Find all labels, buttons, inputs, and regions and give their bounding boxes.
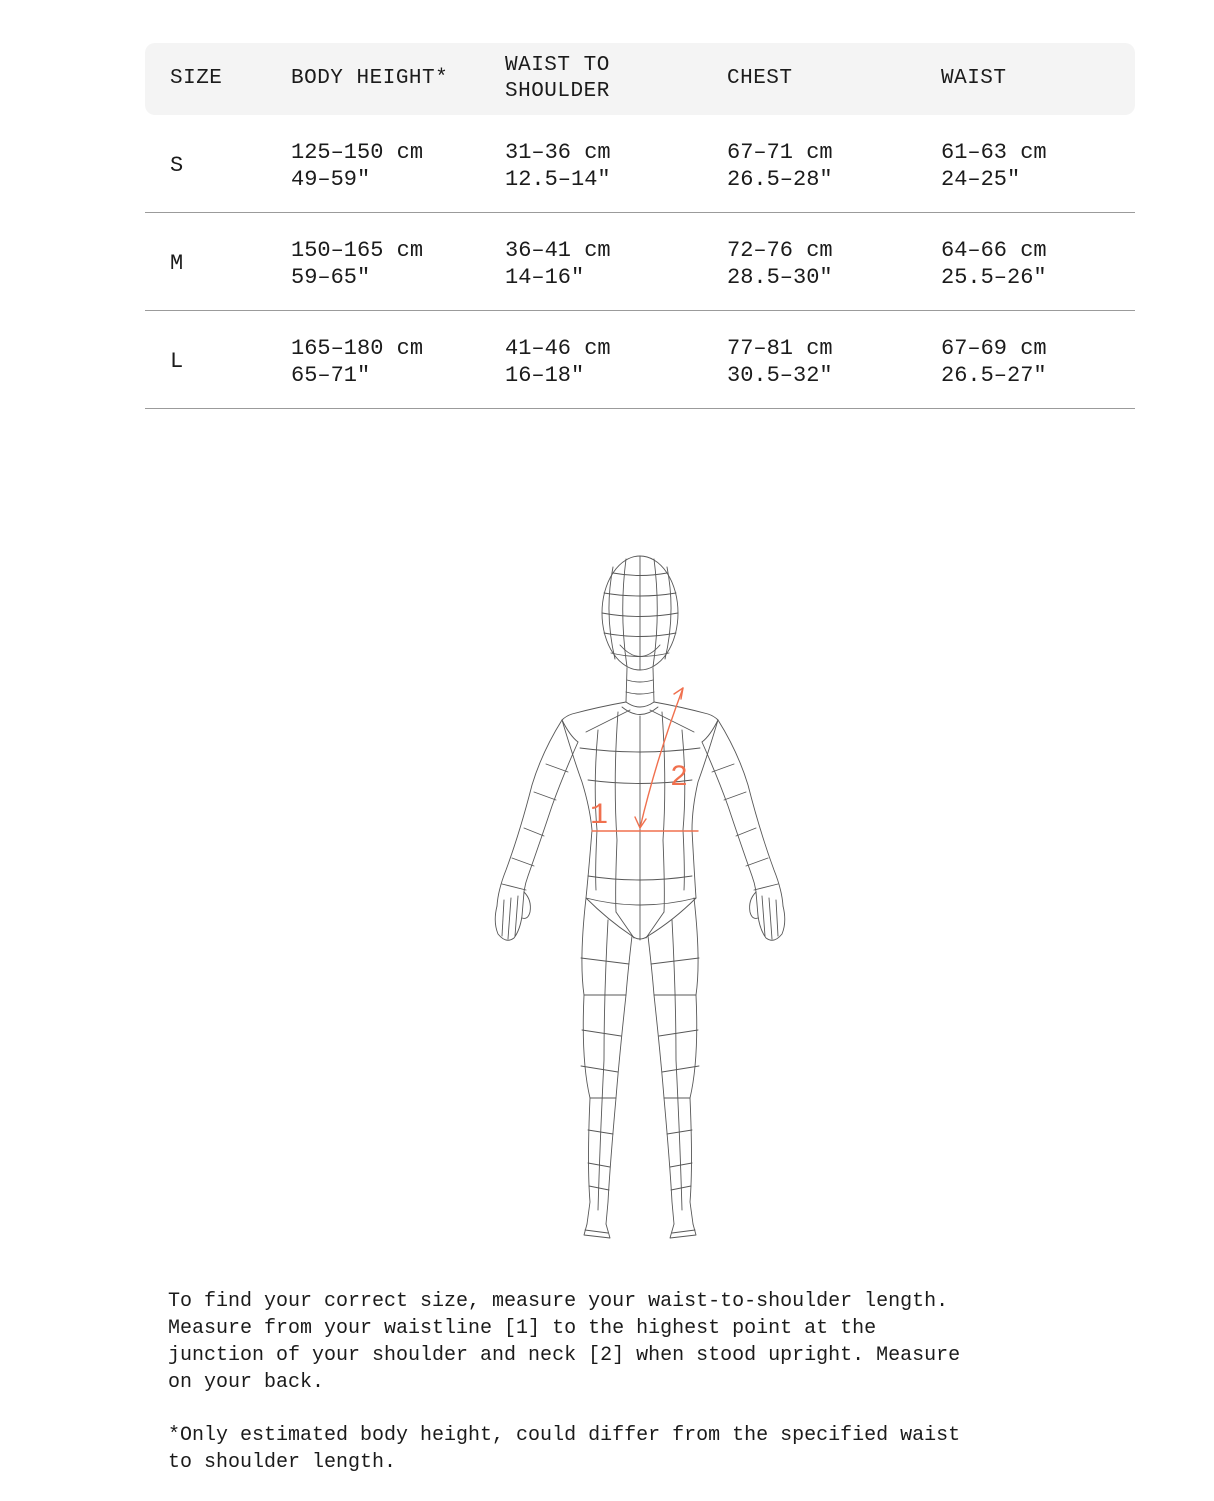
size-table-header	[145, 43, 1135, 115]
value-cm: 77–81 cm	[727, 335, 833, 361]
table-row-size-m	[145, 213, 1135, 311]
value-cm: 36–41 cm	[505, 237, 611, 263]
value-cm: 67–69 cm	[941, 335, 1047, 361]
value-cm: 67–71 cm	[727, 139, 833, 165]
size-label: L	[170, 349, 184, 374]
value-in: 16–18"	[505, 362, 585, 388]
column-header-body-height: BODY HEIGHT*	[291, 67, 449, 90]
waist-cell	[941, 237, 1135, 291]
value-cm: 125–150 cm	[291, 139, 424, 165]
arrowhead-bottom	[635, 817, 646, 828]
value-in: 65–71"	[291, 362, 371, 388]
value-in: 59–65"	[291, 264, 371, 290]
chest-cell	[727, 335, 941, 389]
shoulder-marker-label: 2	[670, 761, 689, 795]
value-in: 28.5–30"	[727, 264, 833, 290]
chest-cell	[727, 139, 941, 193]
waist-marker-label: 1	[590, 799, 609, 833]
value-in: 26.5–28"	[727, 166, 833, 192]
value-in: 24–25"	[941, 166, 1021, 192]
value-in: 14–16"	[505, 264, 585, 290]
table-row-size-s	[145, 115, 1135, 213]
waist-to-shoulder-cell	[505, 335, 727, 389]
arrowhead-top	[674, 688, 683, 699]
waist-to-shoulder-cell	[505, 139, 727, 193]
waist-cell	[941, 139, 1135, 193]
value-cm: 150–165 cm	[291, 237, 424, 263]
measurement-figure	[480, 540, 800, 1240]
waist-to-shoulder-measure-arrow	[640, 688, 683, 828]
waist-to-shoulder-cell	[505, 237, 727, 291]
value-cm: 72–76 cm	[727, 237, 833, 263]
height-disclaimer-text: *Only estimated body height, could differ from the specified waist to shoulder length.	[168, 1424, 961, 1474]
value-in: 12.5–14"	[505, 166, 611, 192]
value-in: 26.5–27"	[941, 362, 1047, 388]
body-height-cell	[291, 237, 505, 291]
value-in: 30.5–32"	[727, 362, 833, 388]
chest-cell	[727, 237, 941, 291]
size-table	[145, 43, 1135, 409]
value-cm: 31–36 cm	[505, 139, 611, 165]
value-cm: 64–66 cm	[941, 237, 1047, 263]
column-header-waist: WAIST	[941, 67, 1007, 90]
body-height-cell	[291, 335, 505, 389]
body-height-cell	[291, 139, 505, 193]
column-header-waist-to-shoulder: WAIST TO SHOULDER	[505, 54, 610, 103]
size-label: S	[170, 153, 184, 178]
column-header-chest: CHEST	[727, 67, 793, 90]
column-header-size: SIZE	[170, 67, 223, 90]
value-in: 25.5–26"	[941, 264, 1047, 290]
value-in: 49–59"	[291, 166, 371, 192]
value-cm: 165–180 cm	[291, 335, 424, 361]
waist-cell	[941, 335, 1135, 389]
size-label: M	[170, 251, 184, 276]
value-cm: 61–63 cm	[941, 139, 1047, 165]
notes-section	[168, 1288, 976, 1476]
table-row-size-l	[145, 311, 1135, 409]
value-cm: 41–46 cm	[505, 335, 611, 361]
sizing-instructions-text: To find your correct size, measure your waist-to-shoulder length. Measure from your waistline [1] to the highest point at the junction of your shoulder and neck [2] when stood upright. Measure on your back.	[168, 1290, 961, 1394]
mannequin-wireframe	[495, 556, 785, 1238]
